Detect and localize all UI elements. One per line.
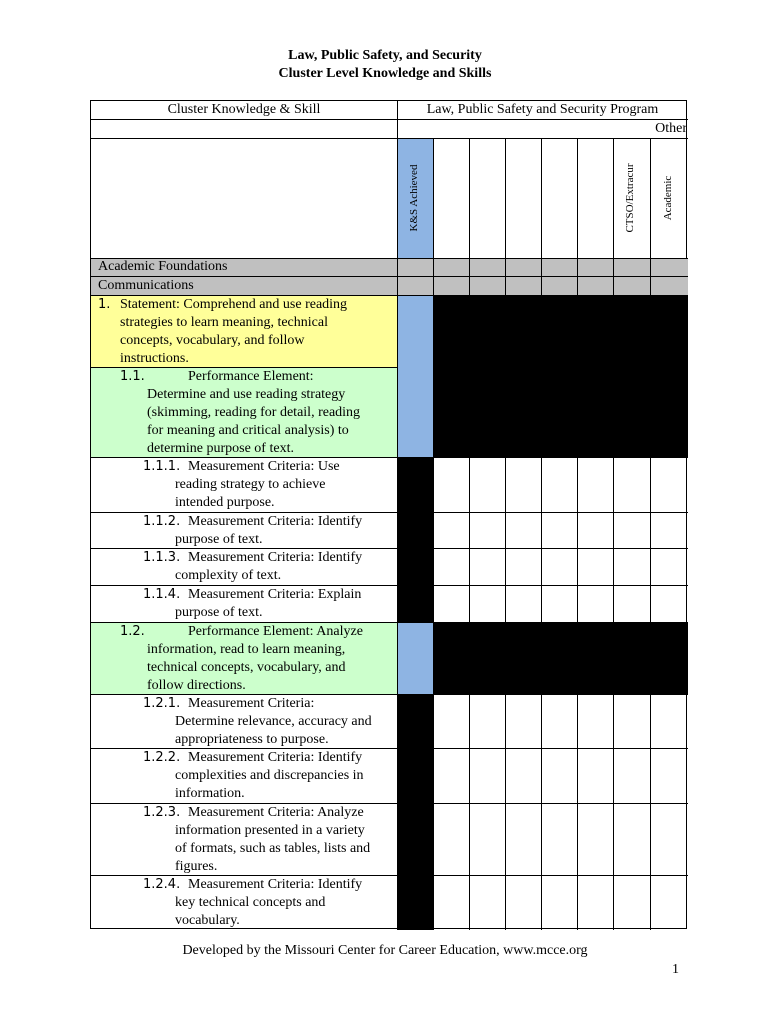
footer-text: Developed by the Missouri Center for Career Education, www.mcce.org [182, 943, 588, 958]
header-program: Law, Public Safety and Security Program [426, 102, 659, 117]
mc124-first: Measurement Criteria: Identify [188, 877, 363, 892]
mc124-line-1: key technical concepts and [175, 895, 326, 910]
ks-fill-pe12 [397, 622, 433, 694]
statement-line-4: instructions. [120, 351, 189, 366]
ks-fill-statement [397, 295, 433, 457]
ks-black-11x [397, 457, 433, 622]
mc121-line-2: appropriateness to purpose. [175, 732, 329, 747]
mc114-first: Measurement Criteria: Explain [188, 587, 362, 602]
mc111-line-2: intended purpose. [175, 495, 275, 510]
mc114-number: 1.1.4. [143, 587, 181, 602]
mc121-number: 1.2.1. [143, 696, 181, 711]
mc122-first: Measurement Criteria: Identify [188, 750, 363, 765]
pe12-first: Performance Element: Analyze [188, 624, 363, 639]
mc123-line-1: information presented in a variety [175, 823, 365, 838]
pe11-line-1: Determine and use reading strategy [147, 387, 346, 402]
mc112-line-1: purpose of text. [175, 532, 263, 547]
document-subtitle: Cluster Level Knowledge and Skills [278, 66, 492, 81]
column-academic: Academic [662, 175, 674, 221]
pe11-line-2: (skimming, reading for detail, reading [147, 405, 361, 420]
pe12-line-3: follow directions. [147, 678, 246, 693]
pe11-first: Performance Element: [188, 369, 314, 384]
knowledge-skills-table [90, 100, 687, 929]
statement-number: 1. [98, 297, 111, 312]
mc114-line-1: purpose of text. [175, 605, 263, 620]
mc111-first: Measurement Criteria: Use [188, 459, 340, 474]
mc122-line-1: complexities and discrepancies in [175, 768, 364, 783]
statement-line-3: concepts, vocabulary, and follow [120, 333, 305, 348]
mc112-number: 1.1.2. [143, 514, 181, 529]
pe12-line-1: information, read to learn meaning, [147, 642, 346, 657]
mc111-line-1: reading strategy to achieve [175, 477, 326, 492]
mc113-first: Measurement Criteria: Identify [188, 550, 363, 565]
mc124-number: 1.2.4. [143, 877, 181, 892]
section-communications: Communications [98, 278, 194, 293]
mc123-number: 1.2.3. [143, 805, 181, 820]
column-ctso: CTSO/Extracur [624, 163, 636, 233]
header-other: Other [655, 121, 687, 136]
pe11-line-3: for meaning and critical analysis) to [147, 423, 349, 438]
mc124-line-2: vocabulary. [175, 913, 240, 928]
mc123-line-3: figures. [175, 859, 218, 874]
pe11-number: 1.1. [120, 369, 145, 384]
section-academic-foundations: Academic Foundations [98, 259, 228, 274]
ks-black-12x [397, 694, 433, 930]
mc122-line-2: information. [175, 786, 245, 801]
column-ks-achieved: K&S Achieved [408, 164, 420, 232]
document-title: Law, Public Safety, and Security [288, 48, 482, 63]
header-cluster-knowledge: Cluster Knowledge & Skill [167, 102, 321, 117]
mc112-first: Measurement Criteria: Identify [188, 514, 363, 529]
pe12-line-2: technical concepts, vocabulary, and [147, 660, 346, 675]
pe11-line-4: determine purpose of text. [147, 441, 294, 456]
page-number: 1 [672, 962, 679, 977]
mc121-line-1: Determine relevance, accuracy and [175, 714, 372, 729]
mc123-first: Measurement Criteria: Analyze [188, 805, 364, 820]
mc122-number: 1.2.2. [143, 750, 181, 765]
mc123-line-2: of formats, such as tables, lists and [175, 841, 371, 856]
mc113-number: 1.1.3. [143, 550, 181, 565]
pe12-number: 1.2. [120, 624, 145, 639]
mc121-first: Measurement Criteria: [188, 696, 315, 711]
mc111-number: 1.1.1. [143, 459, 181, 474]
mc113-line-1: complexity of text. [175, 568, 282, 583]
statement-line-2: strategies to learn meaning, technical [120, 315, 328, 330]
statement-line-1: Statement: Comprehend and use reading [120, 297, 348, 312]
